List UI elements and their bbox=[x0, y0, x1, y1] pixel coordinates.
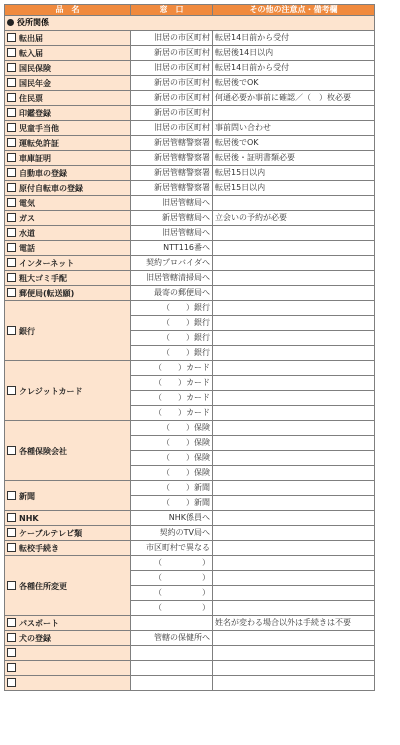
note-cell bbox=[213, 466, 375, 481]
note-cell bbox=[213, 196, 375, 211]
item-label: 転出届 bbox=[19, 34, 43, 43]
note-cell bbox=[213, 661, 375, 676]
dept-cell: （ ） bbox=[131, 586, 213, 601]
table-row bbox=[5, 286, 375, 301]
item-cell bbox=[5, 481, 131, 511]
checkbox[interactable] bbox=[7, 48, 16, 57]
checkbox[interactable] bbox=[7, 386, 16, 395]
table-row bbox=[5, 556, 375, 571]
item-cell bbox=[5, 181, 131, 196]
checkbox[interactable] bbox=[7, 581, 16, 590]
note-cell: 転居後でOK bbox=[213, 76, 375, 91]
dept-cell: 新居管轄局へ bbox=[131, 211, 213, 226]
note-cell: 姓名が変わる場合以外は手続きは不要 bbox=[213, 616, 375, 631]
note-cell bbox=[213, 361, 375, 376]
note-cell bbox=[213, 436, 375, 451]
note-cell bbox=[213, 241, 375, 256]
note-cell bbox=[213, 376, 375, 391]
item-cell bbox=[5, 271, 131, 286]
dept-cell: 新居管轄警察署 bbox=[131, 136, 213, 151]
item-cell bbox=[5, 46, 131, 61]
item-label: 新聞 bbox=[19, 491, 35, 501]
checkbox[interactable] bbox=[7, 273, 16, 282]
dept-cell: 管轄の保健所へ bbox=[131, 631, 213, 646]
item-cell bbox=[5, 76, 131, 91]
section-cell bbox=[5, 16, 375, 31]
table-row bbox=[5, 181, 375, 196]
table-row bbox=[5, 136, 375, 151]
note-cell: 何通必要か事前に確認／（ ）枚必要 bbox=[213, 91, 375, 106]
dept-cell: 市区町村で異なる bbox=[131, 541, 213, 556]
dept-cell: 新居の市区町村 bbox=[131, 46, 213, 61]
checkbox[interactable] bbox=[7, 78, 16, 87]
checkbox[interactable] bbox=[7, 93, 16, 102]
note-cell bbox=[213, 511, 375, 526]
checkbox[interactable] bbox=[7, 618, 16, 627]
checkbox[interactable] bbox=[7, 228, 16, 237]
table-row bbox=[5, 511, 375, 526]
item-label: 原付自転車の登録 bbox=[19, 184, 83, 193]
item-cell bbox=[5, 256, 131, 271]
item-label: 印鑑登録 bbox=[19, 109, 51, 118]
item-cell bbox=[5, 616, 131, 631]
dept-cell: 新居の市区町村 bbox=[131, 91, 213, 106]
dept-cell: 新居管轄警察署 bbox=[131, 151, 213, 166]
item-cell bbox=[5, 121, 131, 136]
item-cell bbox=[5, 421, 131, 481]
item-cell bbox=[5, 631, 131, 646]
note-cell bbox=[213, 301, 375, 316]
item-cell bbox=[5, 91, 131, 106]
dept-cell: （ ）新聞 bbox=[131, 496, 213, 511]
item-label: 水道 bbox=[19, 229, 35, 238]
item-label: 電気 bbox=[19, 199, 35, 208]
item-label: 児童手当他 bbox=[19, 124, 59, 133]
dept-cell: （ ）銀行 bbox=[131, 301, 213, 316]
item-label: ケーブルテレビ類 bbox=[19, 529, 83, 538]
checkbox[interactable] bbox=[7, 543, 16, 552]
table-row bbox=[5, 226, 375, 241]
item-cell bbox=[5, 241, 131, 256]
item-cell bbox=[5, 661, 131, 676]
dept-cell: 旧居管轄局へ bbox=[131, 196, 213, 211]
note-cell bbox=[213, 271, 375, 286]
note-cell: 事前問い合わせ bbox=[213, 121, 375, 136]
note-cell bbox=[213, 631, 375, 646]
item-label: 転校手続き bbox=[19, 544, 59, 553]
table-row bbox=[5, 211, 375, 226]
note-cell bbox=[213, 286, 375, 301]
header-item: 品 名 bbox=[5, 5, 131, 16]
dept-cell: 旧居管轄局へ bbox=[131, 226, 213, 241]
dept-cell bbox=[131, 616, 213, 631]
header-note: その他の注意点・備考欄 bbox=[213, 5, 375, 16]
dept-cell: （ ）カード bbox=[131, 376, 213, 391]
dept-cell: （ ）保険 bbox=[131, 466, 213, 481]
item-label: 国民保険 bbox=[19, 64, 51, 73]
dept-cell bbox=[131, 661, 213, 676]
note-cell: 転居後でOK bbox=[213, 136, 375, 151]
dept-cell: NTT116番へ bbox=[131, 241, 213, 256]
item-cell bbox=[5, 511, 131, 526]
checkbox[interactable] bbox=[7, 243, 16, 252]
dept-cell: 新居の市区町村 bbox=[131, 76, 213, 91]
checkbox[interactable] bbox=[7, 288, 16, 297]
checkbox[interactable] bbox=[7, 33, 16, 42]
checkbox[interactable] bbox=[7, 168, 16, 177]
item-cell bbox=[5, 526, 131, 541]
table-row bbox=[5, 91, 375, 106]
note-cell bbox=[213, 331, 375, 346]
item-label: 運転免許証 bbox=[19, 139, 59, 148]
note-cell bbox=[213, 481, 375, 496]
item-cell bbox=[5, 646, 131, 661]
dept-cell: （ ）銀行 bbox=[131, 346, 213, 361]
table-row bbox=[5, 661, 375, 676]
checklist-table bbox=[4, 4, 375, 691]
bullet-icon bbox=[7, 19, 14, 26]
item-label: ガス bbox=[19, 214, 35, 223]
item-cell bbox=[5, 136, 131, 151]
item-cell bbox=[5, 301, 131, 361]
item-cell bbox=[5, 676, 131, 691]
item-label: 銀行 bbox=[19, 326, 35, 336]
item-cell bbox=[5, 61, 131, 76]
note-cell bbox=[213, 391, 375, 406]
item-cell bbox=[5, 541, 131, 556]
checkbox[interactable] bbox=[7, 663, 16, 672]
table-row bbox=[5, 631, 375, 646]
note-cell: 転居14日前から受付 bbox=[213, 31, 375, 46]
note-cell bbox=[213, 496, 375, 511]
table-row bbox=[5, 301, 375, 316]
dept-cell bbox=[131, 646, 213, 661]
table-row bbox=[5, 256, 375, 271]
checkbox[interactable] bbox=[7, 138, 16, 147]
dept-cell: （ ）カード bbox=[131, 406, 213, 421]
note-cell: 立会いの予約が必要 bbox=[213, 211, 375, 226]
item-cell bbox=[5, 106, 131, 121]
checkbox[interactable] bbox=[7, 528, 16, 537]
checkbox[interactable] bbox=[7, 513, 16, 522]
table-row bbox=[5, 271, 375, 286]
moving-checklist-sheet bbox=[4, 4, 378, 691]
checkbox[interactable] bbox=[7, 678, 16, 687]
table-row bbox=[5, 421, 375, 436]
checkbox[interactable] bbox=[7, 198, 16, 207]
table-row bbox=[5, 646, 375, 661]
item-label: 犬の登録 bbox=[19, 634, 51, 643]
table-row bbox=[5, 76, 375, 91]
item-label: 転入届 bbox=[19, 49, 43, 58]
item-label: 国民年金 bbox=[19, 79, 51, 88]
section-label: 役所関係 bbox=[17, 18, 49, 27]
header-dept: 窓 口 bbox=[131, 5, 213, 16]
table-row bbox=[5, 106, 375, 121]
dept-cell: 最寄の郵便局へ bbox=[131, 286, 213, 301]
checkbox[interactable] bbox=[7, 153, 16, 162]
header-row bbox=[5, 5, 375, 16]
item-cell bbox=[5, 151, 131, 166]
note-cell bbox=[213, 106, 375, 121]
dept-cell: NHK係員へ bbox=[131, 511, 213, 526]
note-cell bbox=[213, 586, 375, 601]
table-row bbox=[5, 676, 375, 691]
note-cell bbox=[213, 316, 375, 331]
dept-cell: （ ）銀行 bbox=[131, 316, 213, 331]
dept-cell: 契約のTV局へ bbox=[131, 526, 213, 541]
table-row bbox=[5, 46, 375, 61]
dept-cell: （ ） bbox=[131, 556, 213, 571]
note-cell bbox=[213, 646, 375, 661]
item-cell bbox=[5, 226, 131, 241]
dept-cell: （ ） bbox=[131, 571, 213, 586]
note-cell bbox=[213, 421, 375, 436]
dept-cell: （ ）銀行 bbox=[131, 331, 213, 346]
checkbox[interactable] bbox=[7, 446, 16, 455]
dept-cell: （ ）新聞 bbox=[131, 481, 213, 496]
item-label: 郵便局(転送願) bbox=[19, 289, 75, 298]
section-row bbox=[5, 16, 375, 31]
note-cell bbox=[213, 541, 375, 556]
note-cell bbox=[213, 226, 375, 241]
table-row bbox=[5, 166, 375, 181]
dept-cell: 旧居管轄清掃局へ bbox=[131, 271, 213, 286]
note-cell bbox=[213, 556, 375, 571]
note-cell bbox=[213, 406, 375, 421]
checkbox[interactable] bbox=[7, 491, 16, 500]
item-cell bbox=[5, 211, 131, 226]
checkbox[interactable] bbox=[7, 123, 16, 132]
checkbox[interactable] bbox=[7, 108, 16, 117]
dept-cell: （ ）保険 bbox=[131, 421, 213, 436]
checkbox[interactable] bbox=[7, 326, 16, 335]
table-row bbox=[5, 61, 375, 76]
item-label: インターネット bbox=[19, 259, 75, 268]
table-row bbox=[5, 481, 375, 496]
dept-cell: （ ）保険 bbox=[131, 451, 213, 466]
checkbox[interactable] bbox=[7, 63, 16, 72]
item-cell bbox=[5, 196, 131, 211]
item-label: 住民票 bbox=[19, 94, 43, 103]
item-label: NHK bbox=[19, 514, 39, 523]
note-cell bbox=[213, 601, 375, 616]
note-cell bbox=[213, 451, 375, 466]
item-label: 粗大ゴミ手配 bbox=[19, 274, 67, 283]
item-cell bbox=[5, 166, 131, 181]
table-row bbox=[5, 121, 375, 136]
dept-cell: 新居管轄警察署 bbox=[131, 181, 213, 196]
item-label: パスポート bbox=[19, 619, 59, 628]
note-cell bbox=[213, 256, 375, 271]
dept-cell: 旧居の市区町村 bbox=[131, 31, 213, 46]
note-cell: 転居後14日以内 bbox=[213, 46, 375, 61]
item-label: 各種住所変更 bbox=[19, 581, 67, 591]
note-cell: 転居後・証明書類必要 bbox=[213, 151, 375, 166]
table-row bbox=[5, 31, 375, 46]
dept-cell: （ ）保険 bbox=[131, 436, 213, 451]
item-label: 電話 bbox=[19, 244, 35, 253]
table-row bbox=[5, 196, 375, 211]
dept-cell: 新居の市区町村 bbox=[131, 106, 213, 121]
item-label: 自動車の登録 bbox=[19, 169, 67, 178]
table-row bbox=[5, 151, 375, 166]
checkbox[interactable] bbox=[7, 258, 16, 267]
table-row bbox=[5, 526, 375, 541]
checkbox[interactable] bbox=[7, 213, 16, 222]
item-cell bbox=[5, 286, 131, 301]
note-cell bbox=[213, 346, 375, 361]
table-row bbox=[5, 541, 375, 556]
note-cell: 転居14日前から受付 bbox=[213, 61, 375, 76]
note-cell: 転居15日以内 bbox=[213, 166, 375, 181]
item-label: 各種保険会社 bbox=[19, 446, 67, 456]
table-row bbox=[5, 616, 375, 631]
item-cell bbox=[5, 31, 131, 46]
dept-cell: （ ）カード bbox=[131, 391, 213, 406]
note-cell bbox=[213, 676, 375, 691]
dept-cell: 旧居の市区町村 bbox=[131, 61, 213, 76]
table-row bbox=[5, 241, 375, 256]
dept-cell: （ ） bbox=[131, 601, 213, 616]
item-label: クレジットカード bbox=[19, 386, 83, 396]
dept-cell: 契約プロバイダへ bbox=[131, 256, 213, 271]
note-cell bbox=[213, 526, 375, 541]
note-cell: 転居15日以内 bbox=[213, 181, 375, 196]
item-cell bbox=[5, 361, 131, 421]
checkbox[interactable] bbox=[7, 648, 16, 657]
checkbox[interactable] bbox=[7, 633, 16, 642]
dept-cell: 旧居の市区町村 bbox=[131, 121, 213, 136]
checkbox[interactable] bbox=[7, 183, 16, 192]
dept-cell: 新居管轄警察署 bbox=[131, 166, 213, 181]
dept-cell bbox=[131, 676, 213, 691]
dept-cell: （ ）カード bbox=[131, 361, 213, 376]
note-cell bbox=[213, 571, 375, 586]
item-label: 車庫証明 bbox=[19, 154, 51, 163]
table-row bbox=[5, 361, 375, 376]
item-cell bbox=[5, 556, 131, 616]
